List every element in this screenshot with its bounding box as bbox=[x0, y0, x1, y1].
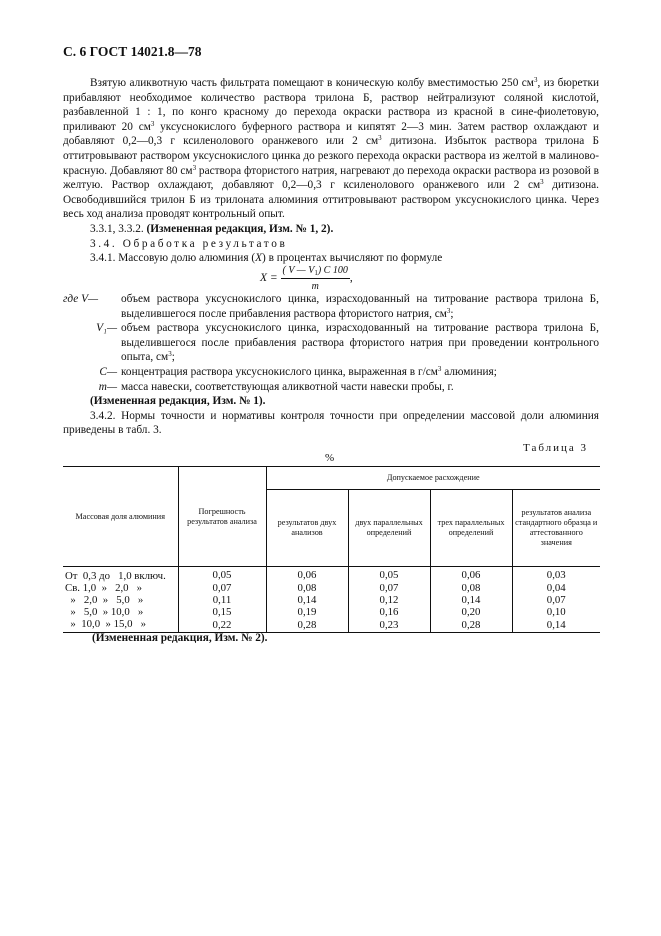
table-row: » 2,0 » 5,0 » 0,11 0,14 0,12 0,14 0,07 bbox=[63, 594, 600, 606]
accuracy-table bbox=[63, 466, 600, 633]
definition-C: C— концентрация раствора уксуснокислого цинка, выраженная в $г/см^3$ алюминия; bbox=[99, 364, 497, 378]
table-row: Св. 1,0 » 2,0 » 0,07 0,08 0,07 0,08 0,04 bbox=[63, 582, 600, 594]
table-row: От 0,3 до 1,0 включ. 0,05 0,06 0,05 0,06 0,03 bbox=[63, 567, 600, 583]
percent-sign: % bbox=[325, 452, 335, 464]
header-mass-fraction: Массовая доля алюминия bbox=[63, 467, 178, 567]
table-caption: Таблица 3 bbox=[523, 442, 589, 454]
header-two-parallel: двух параллельных определений bbox=[348, 490, 430, 567]
edit-note-2: (Измененная редакция, Изм. № 2). bbox=[92, 632, 268, 644]
table-row: » 10,0 » 15,0 » 0,22 0,28 0,23 0,28 0,14 bbox=[63, 618, 600, 633]
definitions-list bbox=[63, 292, 599, 438]
definition-V1: V₁— объем раствора уксуснокислого цинка, израсходованный на титрование раствора трилона Б, выделившегося после прибавления раствора фтористого натрия при проведении контрольного опыта, $см^3$; bbox=[96, 322, 599, 364]
paragraph-342: 3.4.2. Нормы точности и нормативы контроля точности при определении массовой доли алюминия приведены в табл. 3. bbox=[63, 409, 599, 437]
paragraph-edit-331: 3.3.1, 3.3.2. (Измененная редакция, Изм. № 1, 2). bbox=[90, 222, 334, 235]
header-three-parallel: трех параллельных определений bbox=[430, 490, 512, 567]
definition-V: где V— объем раствора уксуснокислого цинка, израсходованный на титрование раствора трилона Б, выделившегося после прибавления раствора фтористого натрия, $см^3$; bbox=[63, 293, 599, 320]
page-header: С. 6 ГОСТ 14021.8—78 bbox=[63, 44, 202, 59]
header-allowed-discrepancy: Допускаемое расхождение bbox=[266, 467, 600, 490]
table-row: » 5,0 » 10,0 » 0,15 0,19 0,16 0,20 0,10 bbox=[63, 606, 600, 618]
edit-note-1: (Измененная редакция, Изм. № 1). bbox=[90, 395, 266, 408]
body-text bbox=[63, 76, 599, 266]
paragraph-341: 3.4.1. Массовую долю алюминия (X) в процентах вычисляют по формуле bbox=[90, 252, 443, 265]
definition-m: m— масса навески, соответствующая аликвотной части навески пробы, г. bbox=[98, 380, 454, 393]
header-standard-sample: результатов анализа стандартного образца и аттестованного значения bbox=[512, 490, 600, 567]
header-error: Погрешность результатов анализа bbox=[178, 467, 266, 567]
formula: X = $\frac{( V — V_1) C 100}{m}$ , bbox=[260, 265, 353, 292]
paragraph-procedure: Взятую аликвотную часть фильтрата помещают в коническую колбу вместимостью 250 $см^3$, из бюретки прибавляют необходимое количество раствора трилона Б, раствор нейтрализуют соляной кислотой, разбавленной 1 : 1, по конго красному до перехода окраски раствора из красной в сине-фиолетовую, приливают 20 $см^3$ уксуснокислого буферного раствора и кипятят 2—3 мин. Затем раствор охлаждают и добавляют 0,2—0,3 г ксиленолового оранжевого или 2 $см^3$ дитизона. Избыток раствора трилона Б оттитровывают раствором уксуснокислого цинка до резкого перехода окраски раствора из желтой в малиново-красную. Добавляют 80 $см^3$ раствора фтористого натрия, нагревают до перехода окраски раствора из розовой в желтую. Раствор охлаждают, добавляют 0,2—0,3 г ксиленолового оранжевого или 2 $см^3$ дитизона. Освободившийся трилон Б из трилоната алюминия оттитровывают раствором уксуснокислого цинка. Через весь ход анализа проводят контрольный опыт. bbox=[63, 76, 599, 221]
header-two-analyses: результатов двух анализов bbox=[266, 490, 348, 567]
section-heading-processing: 3.4. Обработка результатов bbox=[90, 237, 288, 250]
